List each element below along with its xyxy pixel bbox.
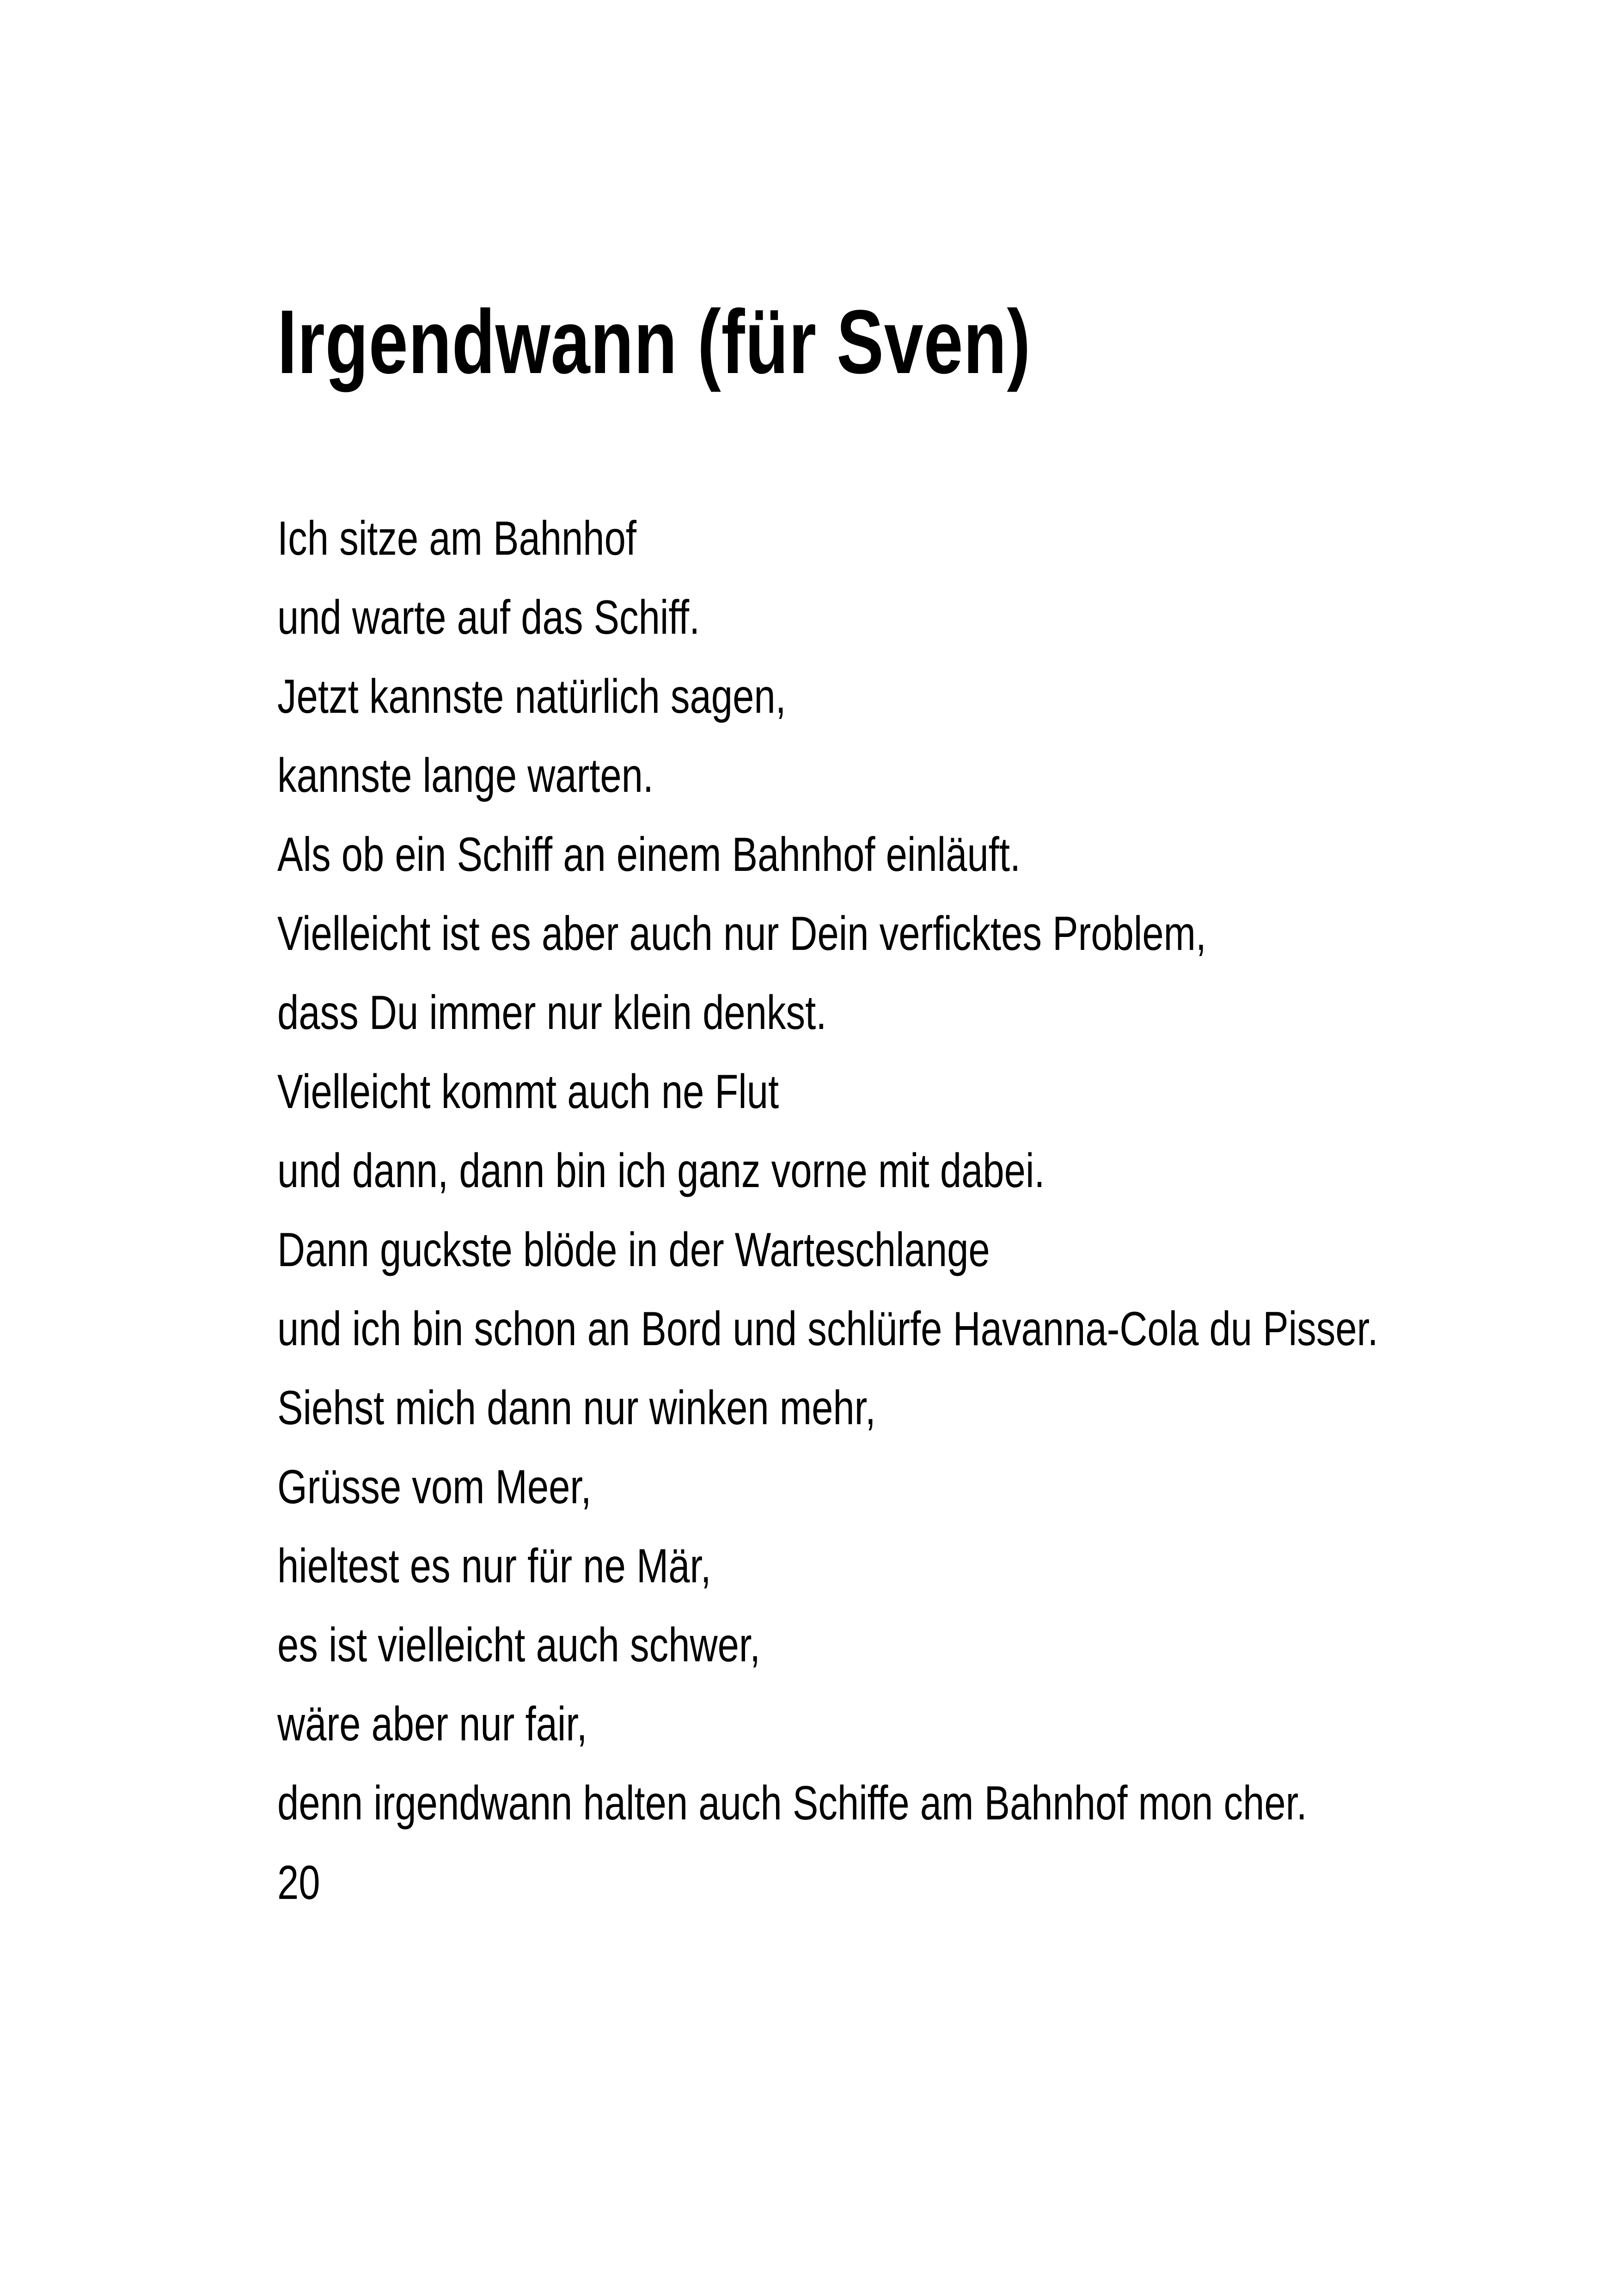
poem-line: hieltest es nur für ne Mär, [277, 1539, 711, 1593]
poem-line: es ist vielleicht auch schwer, [277, 1618, 761, 1672]
poem-body [277, 499, 1614, 1843]
poem-line: Ich sitze am Bahnhof [277, 512, 636, 565]
poem-line: denn irgendwann halten auch Schiffe am Bahnhof mon cher. [277, 1776, 1307, 1830]
poem-title: Irgendwann (für Sven) [277, 291, 1031, 392]
poem-line: Als ob ein Schiff an einem Bahnhof einläuft. [277, 828, 1021, 882]
poem-line: Vielleicht ist es aber auch nur Dein verficktes Problem, [277, 907, 1207, 961]
poem-line: Siehst mich dann nur winken mehr, [277, 1381, 876, 1435]
poem-line: dass Du immer nur klein denkst. [277, 986, 827, 1040]
poem-line: und warte auf das Schiff. [277, 591, 700, 644]
page-number: 20 [277, 1856, 320, 1910]
poem-line: Jetzt kannste natürlich sagen, [277, 670, 786, 723]
poem-line: Vielleicht kommt auch ne Flut [277, 1065, 779, 1119]
poem-line: wäre aber nur fair, [277, 1697, 587, 1751]
poem-line: Grüsse vom Meer, [277, 1460, 592, 1514]
poem-line: Dann guckste blöde in der Warteschlange [277, 1223, 990, 1277]
poem-line: und ich bin schon an Bord und schlürfe Havanna-Cola du Pisser. [277, 1302, 1378, 1356]
poem-line: und dann, dann bin ich ganz vorne mit dabei. [277, 1144, 1045, 1198]
poem-line: kannste lange warten. [277, 749, 654, 802]
